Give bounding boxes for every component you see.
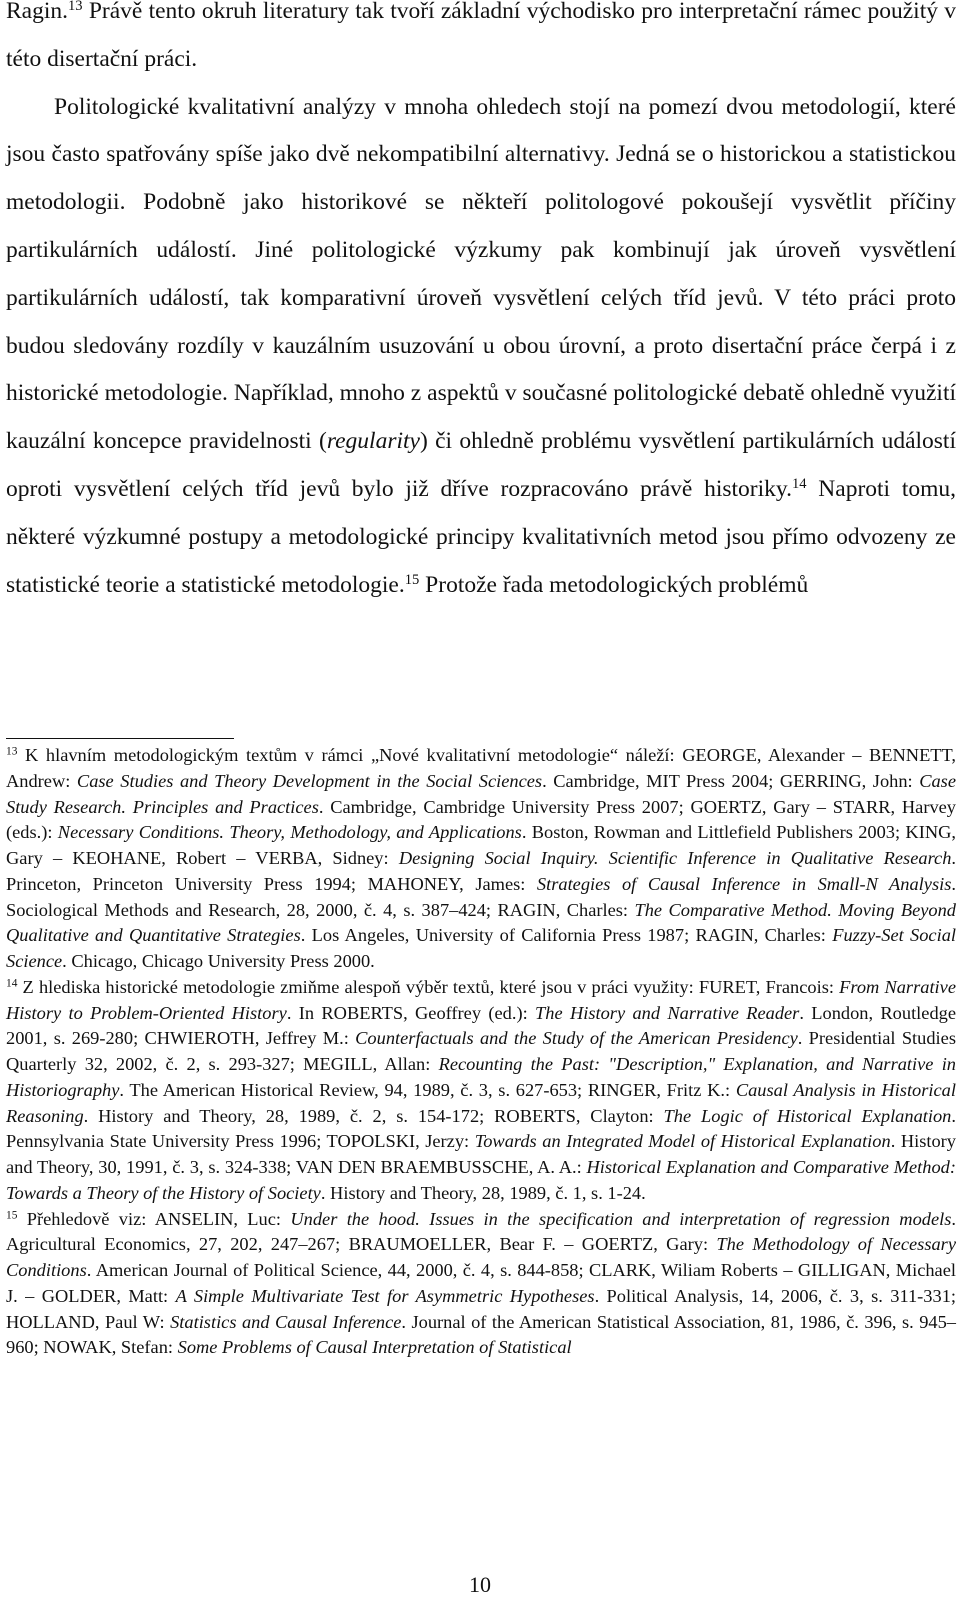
- page-number: 10: [469, 1572, 491, 1597]
- footnote-number: 15: [6, 1209, 18, 1222]
- footnote-ref-13[interactable]: 13: [68, 0, 83, 14]
- paragraph-1: Ragin.$^{13}$ Právě tento okruh literatury tak tvoří základní východisko pro interpretační rámec použitý v této disertační práci.: [6, 0, 956, 72]
- term-regularity: regularity: [326, 428, 420, 455]
- footnote-13: $^{13}$ K hlavním metodologickým textům v rámci „Nové kvalitativní metodologie“ náleží: GEORGE, Alexander – BENNETT, Andrew: Case Studies and Theory Development in the Social Sciences. Cambridge, MIT Press 2004; GERRING, John: Case Study Research. Principles and Practices. Cambridge, Cambridge University Press 2007; GOERTZ, Gary – STARR, Harvey (eds.): Necessary Conditions. Theory, Methodology, and Applications. Boston, Rowman and Littlefield Publishers 2003; KING, Gary – KEOHANE, Robert – VERBA, Sidney: Designing Social Inquiry. Scientific Inference in Qualitative Research. Princeton, Princeton University Press 1994; MAHONEY, James: Strategies of Causal Inference in Small-N Analysis. Sociological Methods and Research, 28, 2000, č. 4, s. 387–424; RAGIN, Charles: The Comparative Method. Moving Beyond Qualitative and Quantitative Strategies. Los Angeles, University of California Press 1987; RAGIN, Charles: Fuzzy-Set Social Science. Chicago, Chicago University Press 2000.: [6, 745, 957, 971]
- footnote-14: $^{14}$ Z hlediska historické metodologie zmiňme alespoň výběr textů, které jsou v práci využity: FURET, Francois: From Narrative History to Problem-Oriented History. In ROBERTS, Geoffrey (ed.): The History and Narrative Reader. London, Routledge 2001, s. 269-280; CHWIEROTH, Jeffrey M.: Counterfactuals and the Study of the American Presidency. Presidential Studies Quarterly 32, 2002, č. 2, s. 293-327; MEGILL, Allan: Recounting the Past: "Description," Explanation, and Narrative in Historiography. The American Historical Review, 94, 1989, č. 3, s. 627-653; RINGER, Fritz K.: Causal Analysis in Historical Reasoning. History and Theory, 28, 1989, č. 2, s. 154-172; ROBERTS, Clayton: The Logic of Historical Explanation. Pennsylvania State University Press 1996; TOPOLSKI, Jerzy: Towards an Integrated Model of Historical Explanation. History and Theory, 30, 1991, č. 3, s. 324-338; VAN DEN BRAEMBUSSCHE, A. A.: Historical Explanation and Comparative Method: Towards a Theory of the History of Society. History and Theory, 28, 1989, č. 1, s. 1-24.: [6, 976, 957, 1203]
- body-text: [6, 0, 956, 609]
- footnote-number: 14: [6, 977, 18, 990]
- footnote-ref-15[interactable]: 15: [404, 571, 420, 588]
- footnotes: [6, 743, 956, 1361]
- footnote-ref-14[interactable]: 14: [792, 475, 807, 492]
- footnote-number: 13: [6, 745, 18, 758]
- footnote-15: $^{15}$ Přehledově viz: ANSELIN, Luc: Under the hood. Issues in the specification and interpretation of regression models. Agricultural Economics, 27, 202, 247–267; BRAUMOELLER, Bear F. – GOERTZ, Gary: The Methodology of Necessary Conditions. American Journal of Political Science, 44, 2000, č. 4, s. 844-858; CLARK, Wiliam Roberts – GILLIGAN, Michael J. – GOLDER, Matt: A Simple Multivariate Test for Asymmetric Hypotheses. Political Analysis, 14, 2006, č. 3, s. 311-331; HOLLAND, Paul W: Statistics and Causal Inference. Journal of the American Statistical Association, 81, 1986, č. 396, s. 945–960; NOWAK, Stefan: Some Problems of Causal Interpretation of Statistical: [6, 1208, 957, 1358]
- footnote-separator: [6, 738, 234, 739]
- paragraph-2: Politologické kvalitativní analýzy v mnoha ohledech stojí na pomezí dvou metodologií, které jsou často spatřovány spíše jako dvě nekompatibilní alternativy. Jedná se o historickou a statistickou metodologii. Podobně jako historikové se někteří politologové pokoušejí vysvětlit příčiny partikulárních událostí. Jiné politologické výzkumy pak kombinují jak úroveň vysvětlení partikulárních událostí, tak komparativní úroveň vysvětlení celých tříd jevů. V této práci proto budou sledovány rozdíly v kauzálním usuzování u obou úrovní, a proto disertační práce čerpá i z historické metodologie. Například, mnoho z aspektů v současné politologické debatě ohledně využití kauzální koncepce pravidelnosti (regularity) či ohledně problému vysvětlení partikulárních událostí oproti vysvětlení celých tříd jevů bylo již dříve rozpracováno právě historiky.$^{14}$ Naproti tomu, některé výzkumné postupy a metodologické principy kvalitativních metod jsou přímo odvozeny ze statistické teorie a statistické metodologie.$^{15}$ Protože řada metodologických problémů: [6, 93, 956, 598]
